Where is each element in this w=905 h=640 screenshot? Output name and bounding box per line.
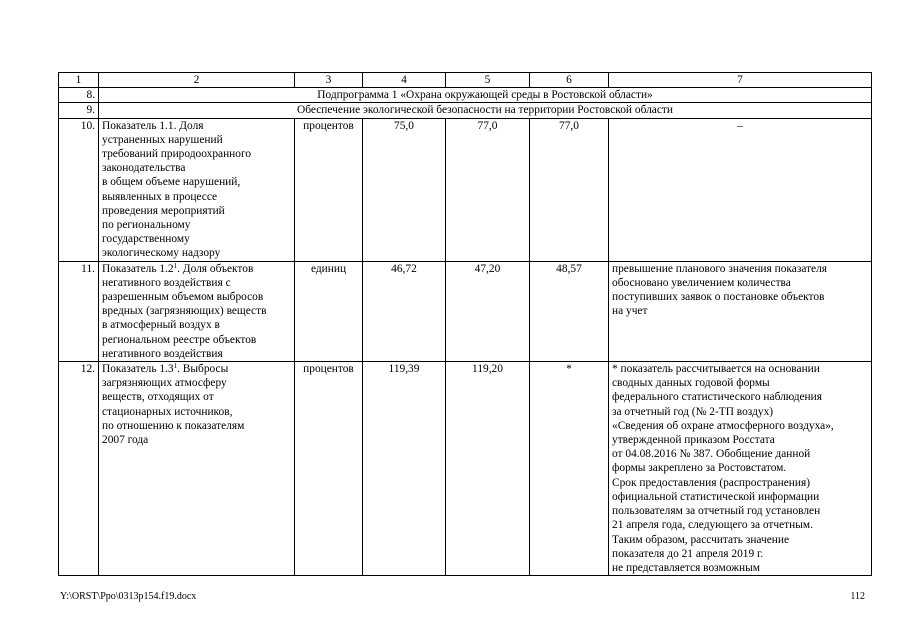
value-cell: 48,57: [530, 261, 609, 361]
header-cell: 5: [446, 73, 530, 88]
subprogram-title: Подпрограмма 1 «Охрана окружающей среды в Ростовской области»: [99, 88, 872, 103]
table-row: [59, 118, 872, 261]
note-cell: –: [609, 118, 872, 261]
table-row: [59, 88, 872, 103]
section-title: Обеспечение экологической безопасности на территории Ростовской области: [99, 103, 872, 118]
value-cell: 47,20: [446, 261, 530, 361]
header-cell: 6: [530, 73, 609, 88]
value-cell: 75,0: [363, 118, 446, 261]
note-cell: превышение планового значения показателя обосновано увеличением количества поступивших заявок о постановке объектов на учет: [609, 261, 872, 361]
header-cell: 2: [99, 73, 295, 88]
row-number: 11.: [59, 261, 99, 361]
note-cell: * показатель рассчитывается на основании сводных данных годовой формы федерального статистического наблюдения за отчетный год (№ 2-ТП воздух) «Сведения об охране атмосферного воздуха», утвержденной приказом Росстата от 04.08.2016 № 387. Обобщение данной формы закреплено за Ростовстатом. Срок предоставления (распространения) официальной статистической информации пользователям за отчетный год установлен 21 апреля года, следующего за отчетным. Таким образом, рассчитать значение показателя до 21 апреля 2019 г. не представляется возможным: [609, 362, 872, 576]
value-cell: 119,39: [363, 362, 446, 576]
indicator-name-rest: . Выбросы загрязняющих атмосферу веществ, отходящих от стационарных источников, по отношению к показателям 2007 года: [102, 363, 245, 447]
indicator-name-main: Показатель 1.2: [102, 262, 174, 275]
footnote-mark: 1: [173, 261, 178, 270]
indicator-name: Показатель 1.1. Доля устраненных нарушений требований природоохранного законодательства в общем объеме нарушений, выявленных в процессе проведения мероприятий по региональному государственному экологическому надзору: [99, 118, 295, 261]
unit-cell: процентов: [295, 118, 363, 261]
indicator-name-rest: . Доля объектов негативного воздействия с разрешенным объемом выбросов вредных (загрязняющих) веществ в атмосферный воздух в региональном реестре объектов негативного воздействия: [102, 262, 267, 360]
value-cell: *: [530, 362, 609, 576]
unit-cell: единиц: [295, 261, 363, 361]
value-cell: 46,72: [363, 261, 446, 361]
footnote-mark: 1: [173, 362, 178, 371]
table-row: [59, 362, 872, 576]
table-row: [59, 103, 872, 118]
header-cell: 1: [59, 73, 99, 88]
value-cell: 77,0: [446, 118, 530, 261]
indicator-name-main: Показатель 1.3: [102, 363, 174, 376]
unit-cell: процентов: [295, 362, 363, 576]
header-cell: 4: [363, 73, 446, 88]
row-number: 9.: [59, 103, 99, 118]
header-cell: 7: [609, 73, 872, 88]
value-cell: 119,20: [446, 362, 530, 576]
file-path: Y:\ORST\Ppo\0313p154.f19.docx: [60, 591, 197, 602]
indicator-name: [99, 362, 295, 576]
table-row: [59, 261, 872, 361]
header-cell: 3: [295, 73, 363, 88]
indicators-table: [58, 72, 872, 576]
page-number: 112: [850, 591, 865, 602]
indicator-name: [99, 261, 295, 361]
value-cell: 77,0: [530, 118, 609, 261]
header-row: [59, 73, 872, 88]
row-number: 8.: [59, 88, 99, 103]
row-number: 10.: [59, 118, 99, 261]
row-number: 12.: [59, 362, 99, 576]
